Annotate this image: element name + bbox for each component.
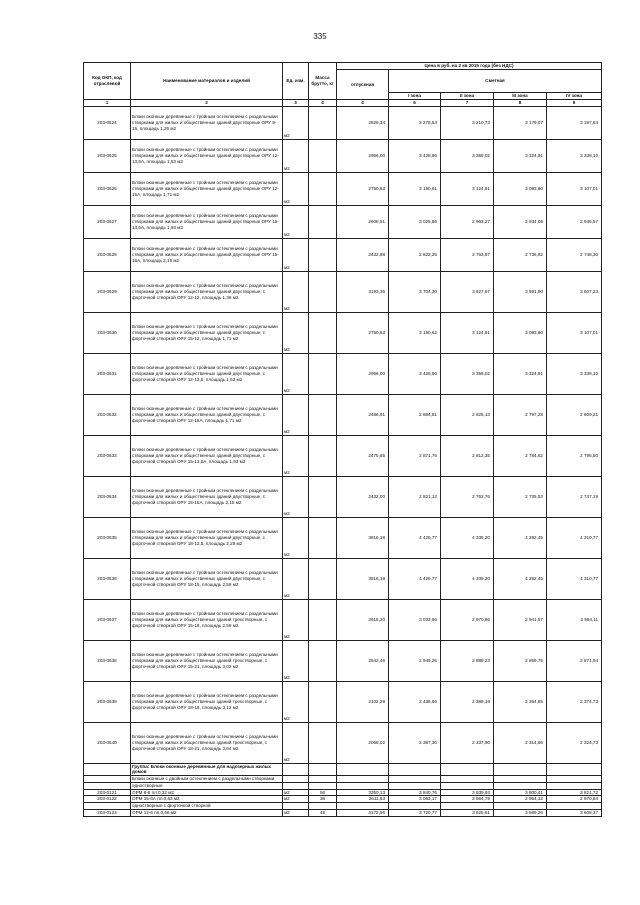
item-code: 203-0636 — [84, 558, 131, 599]
header-release: отпускная — [337, 69, 389, 99]
item-unit: м2 — [283, 640, 309, 681]
item-release-price: 3172,56 — [337, 809, 389, 816]
header-estimate: Сметная — [389, 69, 602, 93]
item-price-zone-4: 2 809,21 — [547, 394, 602, 435]
item-code: 203-0624 — [84, 106, 131, 139]
item-code: 203-0121 — [84, 789, 131, 796]
table-row — [84, 599, 602, 640]
item-price-zone-3: 4 292,45 — [494, 558, 547, 599]
item-name: Блоки оконные деревянные с тройным остеклением с раздельными створками для жилых и общественных зданий двустворные ОРУ 15-15А, площадь 2,15 м2 — [131, 238, 283, 271]
item-price-zone-2: 2 984,79 — [441, 796, 494, 803]
item-price-zone-2: 3 358,02 — [441, 353, 494, 394]
table-row — [84, 558, 602, 599]
col-index: 2 — [131, 100, 283, 107]
table-row — [84, 681, 602, 722]
item-release-price: 2615,20 — [337, 599, 389, 640]
item-mass — [309, 476, 337, 517]
item-name: Блоки оконные деревянные с тройным остеклением с раздельными створками для жилых и общественных зданий двустворные, с форточной створкой ОРУ 12-13,5, площадь 1,53 м2 — [131, 353, 283, 394]
item-price-zone-3: 4 292,45 — [494, 517, 547, 558]
item-code: 203-0638 — [84, 640, 131, 681]
table-row — [84, 476, 602, 517]
page-number: 335 — [313, 32, 327, 41]
item-release-price: 2611,83 — [337, 796, 389, 803]
item-price-zone-4: 2 970,84 — [547, 796, 602, 803]
item-price-zone-1: 3 720,77 — [389, 809, 441, 816]
small-rows-b — [84, 809, 602, 816]
item-mass — [309, 139, 337, 172]
column-index-row — [84, 100, 602, 107]
table-body — [84, 106, 602, 763]
item-price-zone-3: 3 589,26 — [494, 809, 547, 816]
item-price-zone-3: 2 797,28 — [494, 394, 547, 435]
item-unit: м2 — [283, 476, 309, 517]
item-unit: м2 — [283, 796, 309, 803]
item-price-zone-3: 3 591,90 — [494, 271, 547, 312]
table-row — [84, 435, 602, 476]
table-header — [84, 63, 602, 107]
item-name: Блоки оконные деревянные с тройным остеклением с раздельными створками для жилых и общественных зданий двустворные, с форточной створкой ОРУ 18-15, площадь 2,59 м2 — [131, 558, 283, 599]
item-unit: м2 — [283, 681, 309, 722]
item-code: 203-0625 — [84, 139, 131, 172]
item-name: Блоки оконные деревянные с тройным остеклением с раздельными створками для жилых и общественных зданий двустворные ОРУ 12-15А, площадь 1,71 м2 — [131, 172, 283, 205]
item-unit: м2 — [283, 271, 309, 312]
item-code: 203-0633 — [84, 435, 131, 476]
table-row — [84, 517, 602, 558]
col-index: 8 — [494, 100, 547, 107]
item-price-zone-1: 2 821,12 — [389, 476, 441, 517]
item-price-zone-4: 3 107,01 — [547, 172, 602, 205]
table-row — [84, 640, 602, 681]
header-zone-4: IV зона — [547, 93, 602, 100]
table-row — [84, 394, 602, 435]
item-price-zone-2: 2 388,19 — [441, 681, 494, 722]
item-name: Блоки оконные деревянные с тройным остеклением с раздельными створками для жилых и общественных зданий двустворные, с форточной створкой ОРУ 12-12, площадь 1,36 м2 — [131, 271, 283, 312]
item-mass — [309, 517, 337, 558]
subgroup-title: Блоки оконные с двойным остеклением с раздельными створками — [131, 776, 283, 783]
header-unit: Ед. изм. — [283, 63, 309, 100]
item-code: 203-0631 — [84, 353, 131, 394]
item-price-zone-2: 3 124,61 — [441, 172, 494, 205]
item-release-price: 2608,51 — [337, 205, 389, 238]
group-title: Группа: Блоки оконные деревянные для надозерных жилых домов — [131, 763, 283, 775]
item-price-zone-1: 3 840,76 — [389, 789, 441, 796]
table-row — [84, 139, 602, 172]
item-unit: м2 — [283, 558, 309, 599]
item-unit: м2 — [283, 517, 309, 558]
item-name: Блоки оконные деревянные с тройным остеклением с раздельными створками для жилых и общественных зданий двустворные, с форточной створкой ОРУ 15-13,5А, площадь 1,93 м2 — [131, 435, 283, 476]
item-price-zone-3: 2 954,12 — [494, 796, 547, 803]
subgroup-section — [84, 803, 602, 810]
item-price-zone-4: 3 608,37 — [547, 809, 602, 816]
col-index: 6 — [389, 100, 441, 107]
subgroup-title: одностворные — [131, 782, 283, 789]
item-unit: м2 — [283, 809, 309, 816]
item-price-zone-3: 3 324,91 — [494, 139, 547, 172]
subgroup-title: одностворные с форточкой створкой — [131, 803, 283, 810]
item-price-zone-2: 2 812,35 — [441, 435, 494, 476]
table-row — [84, 796, 602, 803]
item-price-zone-4: 2 871,94 — [547, 640, 602, 681]
item-price-zone-1: 2 438,66 — [389, 681, 441, 722]
item-mass: 38 — [309, 796, 337, 803]
item-release-price: 2432,98 — [337, 238, 389, 271]
item-unit: м2 — [283, 139, 309, 172]
item-price-zone-4: 2 946,57 — [547, 205, 602, 238]
item-price-zone-4: 3 338,10 — [547, 353, 602, 394]
item-price-zone-2: 3 358,02 — [441, 139, 494, 172]
item-price-zone-4: 3 197,84 — [547, 106, 602, 139]
item-mass — [309, 599, 337, 640]
item-price-zone-2: 3 627,67 — [441, 271, 494, 312]
item-code: 203-0123 — [84, 809, 131, 816]
item-price-zone-4: 2 374,73 — [547, 681, 602, 722]
item-price-zone-1: 2 387,30 — [389, 722, 441, 763]
item-unit: м2 — [283, 394, 309, 435]
item-price-zone-3: 3 179,07 — [494, 106, 547, 139]
item-price-zone-3: 2 941,57 — [494, 599, 547, 640]
item-code: 203-0634 — [84, 476, 131, 517]
item-price-zone-1: 3 428,96 — [389, 139, 441, 172]
item-release-price: 2432,00 — [337, 476, 389, 517]
item-price-zone-2: 3 839,93 — [441, 789, 494, 796]
item-name: ОРМ 15-6А пл.0,63 м2 — [131, 796, 283, 803]
table-row — [84, 722, 602, 763]
item-price-zone-2: 3 210,73 — [441, 106, 494, 139]
col-index: 4 — [337, 100, 389, 107]
item-price-zone-1: 2 949,26 — [389, 640, 441, 681]
item-unit: м2 — [283, 353, 309, 394]
table-row — [84, 312, 602, 353]
item-release-price: 2102,29 — [337, 681, 389, 722]
item-price-zone-3: 2 364,65 — [494, 681, 547, 722]
item-unit: м2 — [283, 722, 309, 763]
item-mass — [309, 722, 337, 763]
item-price-zone-1: 4 426,77 — [389, 558, 441, 599]
item-name: Блоки оконные деревянные с тройным остеклением с раздельными створками для жилых и общественных зданий трехстворные, с форточной створкой ОРУ 18-21, площадь 3,64 м2 — [131, 722, 283, 763]
item-price-zone-1: 3 428,96 — [389, 353, 441, 394]
item-code: 203-0640 — [84, 722, 131, 763]
item-price-zone-2: 3 625,61 — [441, 809, 494, 816]
item-name: Блоки оконные деревянные с тройным остеклением с раздельными створками для жилых и общественных зданий двустворные, с форточной створкой ОРУ 15-12, площадь 1,71 м2 — [131, 312, 283, 353]
table-row — [84, 172, 602, 205]
item-price-zone-4: 2 796,50 — [547, 435, 602, 476]
item-unit: м2 — [283, 599, 309, 640]
item-release-price: 2750,53 — [337, 172, 389, 205]
item-name: Блоки оконные деревянные с тройным остеклением с раздельными створками для жилых и общественных зданий трехстворные, с форточной створкой ОРУ 18-18, площадь 3,12 м2 — [131, 681, 283, 722]
item-code: 203-0626 — [84, 172, 131, 205]
table-row — [84, 238, 602, 271]
item-mass — [309, 558, 337, 599]
table-row — [84, 353, 602, 394]
item-price-zone-4: 3 607,23 — [547, 271, 602, 312]
item-price-zone-2: 2 825,13 — [441, 394, 494, 435]
item-price-zone-1: 4 426,77 — [389, 517, 441, 558]
item-name: Блоки оконные деревянные с тройным остеклением с раздельными створками для жилых и общественных зданий двустворные ОРУ 9-15, площадь 1,26 м2 — [131, 106, 283, 139]
item-name: Блоки оконные деревянные с тройным остеклением с раздельными створками для жилых и общественных зданий трехстворные, с форточной створкой ОРУ 15-18, площадь 2,59 м2 — [131, 599, 283, 640]
item-price-zone-3: 2 934,05 — [494, 205, 547, 238]
item-release-price: 2826,34 — [337, 106, 389, 139]
header-mass: Масса брутто, кг — [309, 63, 337, 100]
group-section — [84, 763, 602, 789]
item-release-price: 2475,65 — [337, 435, 389, 476]
item-code: 203-0122 — [84, 796, 131, 803]
item-mass: 56 — [309, 789, 337, 796]
item-mass — [309, 238, 337, 271]
item-mass — [309, 312, 337, 353]
item-price-zone-2: 2 337,90 — [441, 722, 494, 763]
item-mass — [309, 681, 337, 722]
item-price-zone-2: 2 888,23 — [441, 640, 494, 681]
item-mass: 48 — [309, 809, 337, 816]
item-price-zone-3: 2 784,62 — [494, 435, 547, 476]
item-unit: м2 — [283, 312, 309, 353]
item-price-zone-2: 4 335,20 — [441, 517, 494, 558]
item-unit: м2 — [283, 238, 309, 271]
item-price-zone-1: 3 190,62 — [389, 312, 441, 353]
header-zone-3: III зона — [494, 93, 547, 100]
item-price-zone-1: 3 025,86 — [389, 205, 441, 238]
col-index: 3 — [283, 100, 309, 107]
item-unit: м2 — [283, 789, 309, 796]
item-release-price: 2956,00 — [337, 353, 389, 394]
item-price-zone-1: 3 704,30 — [389, 271, 441, 312]
item-code: 203-0632 — [84, 394, 131, 435]
item-mass — [309, 640, 337, 681]
item-release-price: 2058,02 — [337, 722, 389, 763]
item-release-price: 2750,53 — [337, 312, 389, 353]
item-price-zone-4: 3 107,01 — [547, 312, 602, 353]
item-price-zone-4: 4 310,77 — [547, 517, 602, 558]
item-price-zone-4: 3 821,72 — [547, 789, 602, 796]
item-unit: м2 — [283, 172, 309, 205]
item-code: 203-0630 — [84, 312, 131, 353]
item-mass — [309, 394, 337, 435]
item-price-zone-4: 2 954,11 — [547, 599, 602, 640]
item-price-zone-2: 3 124,61 — [441, 312, 494, 353]
item-price-zone-1: 2 884,81 — [389, 394, 441, 435]
col-index: 7 — [441, 100, 494, 107]
item-name: Блоки оконные деревянные с тройным остеклением с раздельными створками для жилых и общественных зданий двустворные, с форточной створкой ОРУ 12-15А, площадь 1,71 м2 — [131, 394, 283, 435]
item-code: 203-0637 — [84, 599, 131, 640]
item-unit: м2 — [283, 106, 309, 139]
item-price-zone-3: 3 093,80 — [494, 172, 547, 205]
item-name: Блоки оконные деревянные с тройным остеклением с раздельными створками для жилых и общественных зданий двустворные ОРУ 15-13,5А, площадь 1,93 м2 — [131, 205, 283, 238]
table-row — [84, 205, 602, 238]
item-name: Блоки оконные деревянные с тройным остеклением с раздельными створками для жилых и общественных зданий трехстворные, с форточной створкой ОРУ 15-21, площадь 3,02 м2 — [131, 640, 283, 681]
item-price-zone-2: 2 970,86 — [441, 599, 494, 640]
item-price-zone-4: 2 747,19 — [547, 476, 602, 517]
col-index: 4 — [309, 100, 337, 107]
header-zone-2: II зона — [441, 93, 494, 100]
item-price-zone-3: 2 736,62 — [494, 238, 547, 271]
item-release-price: 3350,13 — [337, 789, 389, 796]
item-unit: м2 — [283, 205, 309, 238]
item-code: 203-0628 — [84, 238, 131, 271]
header-zone-1: I зона — [389, 93, 441, 100]
header-price-title: Цена в руб. на 2 кв 2015 года (без НДС) — [337, 63, 602, 70]
item-mass — [309, 205, 337, 238]
item-price-zone-4: 4 310,77 — [547, 558, 602, 599]
item-price-zone-2: 2 763,87 — [441, 238, 494, 271]
item-code: 203-0639 — [84, 681, 131, 722]
item-name: ОРМ 6-6 пл.0,32 м2 — [131, 789, 283, 796]
item-name: ОРМ 12-6 пл.0,66 м2 — [131, 809, 283, 816]
item-price-zone-2: 2 762,76 — [441, 476, 494, 517]
item-release-price: 2542,46 — [337, 640, 389, 681]
item-price-zone-3: 2 314,86 — [494, 722, 547, 763]
item-price-zone-1: 2 871,76 — [389, 435, 441, 476]
item-mass — [309, 106, 337, 139]
item-price-zone-3: 3 093,80 — [494, 312, 547, 353]
header-code: Код ОКП, код отраслевой — [84, 63, 131, 100]
item-price-zone-1: 3 063,17 — [389, 796, 441, 803]
item-price-zone-4: 2 324,73 — [547, 722, 602, 763]
item-mass — [309, 271, 337, 312]
item-code: 203-0635 — [84, 517, 131, 558]
item-name: Блоки оконные деревянные с тройным остеклением с раздельными створками для жилых и общественных зданий двустворные, с форточной створкой ОРУ 18-13,5, площадь 2,29 м2 — [131, 517, 283, 558]
item-price-zone-3: 3 800,41 — [494, 789, 547, 796]
item-price-zone-1: 2 822,25 — [389, 238, 441, 271]
item-mass — [309, 353, 337, 394]
col-index: 9 — [547, 100, 602, 107]
item-code: 203-0627 — [84, 205, 131, 238]
item-release-price: 2956,00 — [337, 139, 389, 172]
item-unit: м2 — [283, 435, 309, 476]
item-price-zone-2: 2 963,27 — [441, 205, 494, 238]
col-index: 1 — [84, 100, 131, 107]
item-release-price: 3816,18 — [337, 558, 389, 599]
table-row — [84, 271, 602, 312]
item-price-zone-3: 3 324,91 — [494, 353, 547, 394]
table-row — [84, 106, 602, 139]
item-price-zone-3: 2 735,53 — [494, 476, 547, 517]
item-code: 203-0629 — [84, 271, 131, 312]
item-mass — [309, 172, 337, 205]
item-price-zone-1: 3 278,54 — [389, 106, 441, 139]
table-row — [84, 789, 602, 796]
item-name: Блоки оконные деревянные с тройным остеклением с раздельными створками для жилых и общественных зданий двустворные, с форточной створкой ОРУ 15-15А, площадь 2,15 м2 — [131, 476, 283, 517]
item-name: Блоки оконные деревянные с тройным остеклением с раздельными створками для жилых и общественных зданий двустворные ОРУ 12-13,5А, площадь 1,53 м2 — [131, 139, 283, 172]
item-release-price: 3193,35 — [337, 271, 389, 312]
item-price-zone-2: 4 335,20 — [441, 558, 494, 599]
item-price-zone-3: 2 859,75 — [494, 640, 547, 681]
item-release-price: 3816,18 — [337, 517, 389, 558]
header-name: Наименование материалов и изделий — [131, 63, 283, 100]
item-price-zone-4: 3 338,10 — [547, 139, 602, 172]
item-price-zone-1: 3 033,66 — [389, 599, 441, 640]
price-table — [83, 62, 602, 817]
item-price-zone-4: 2 748,30 — [547, 238, 602, 271]
table-row — [84, 809, 602, 816]
small-rows-a — [84, 789, 602, 802]
item-price-zone-1: 3 190,61 — [389, 172, 441, 205]
item-release-price: 2486,91 — [337, 394, 389, 435]
item-mass — [309, 435, 337, 476]
